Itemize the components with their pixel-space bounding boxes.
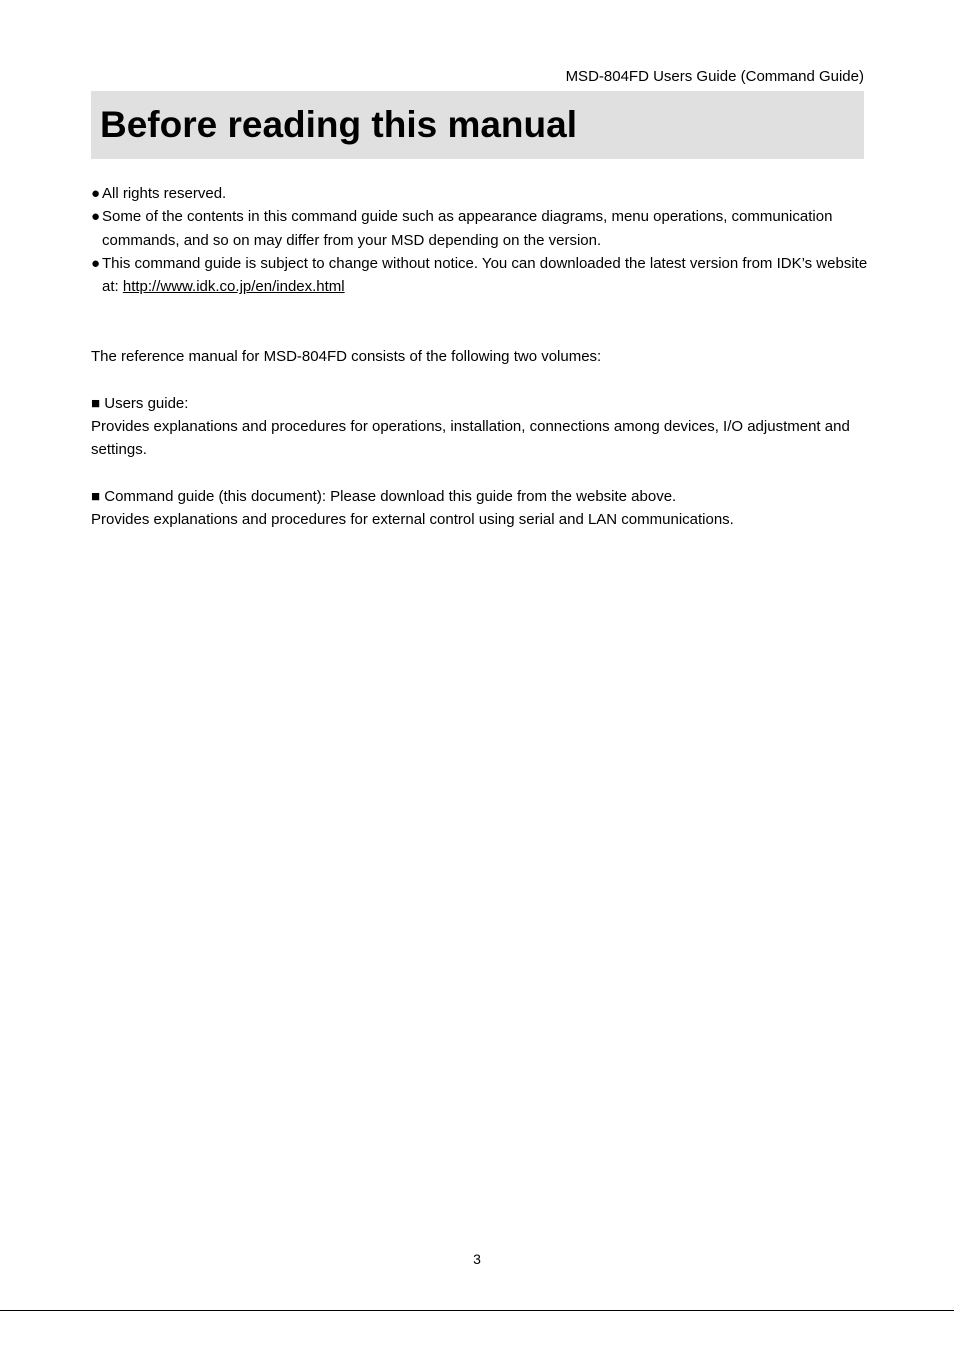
notice-text: This command guide is subject to change without notice. You can downloaded the latest version from IDK’s website at: [102,254,868,296]
users-guide-heading [91,392,871,415]
notice-text: All rights reserved. [102,185,227,202]
spacer [91,298,871,345]
bullet-icon: ● [91,208,101,226]
users-guide-heading-text: Users guide: [104,394,189,412]
notice-item [91,252,871,299]
users-guide-description: Provides explanations and procedures for operations, installation, connections among devices, I/O adjustment and settings. [91,418,850,459]
spacer [91,462,871,485]
square-bullet-icon: ■ [91,487,101,505]
website-link[interactable]: http://www.idk.co.jp/en/index.html [122,278,345,296]
running-header: MSD-804FD Users Guide (Command Guide) [565,68,864,85]
page-number: 3 [473,1251,481,1267]
bullet-icon: ● [91,185,101,202]
intro-paragraph: The reference manual for MSD-804FD consists of the following two volumes: [91,348,602,366]
bullet-icon: ● [91,254,101,272]
document-body [91,182,871,531]
notice-item [91,205,871,252]
command-guide-description: Provides explanations and procedures for external control using serial and LAN communications. [91,510,734,528]
spacer [91,369,871,392]
footer-rule [0,1310,954,1311]
notice-text: Some of the contents in this command guide such as appearance diagrams, menu operations, communication commands, and so on may differ from your MSD depending on the version. [102,208,833,249]
notice-list [91,182,871,298]
command-guide-heading [91,485,871,508]
command-guide-heading-text: Command guide (this document): Please download this guide from the website above. [104,487,677,505]
title-band [91,91,864,159]
square-bullet-icon: ■ [91,394,101,412]
notice-item [91,182,871,205]
page-title: Before reading this manual [100,104,577,145]
